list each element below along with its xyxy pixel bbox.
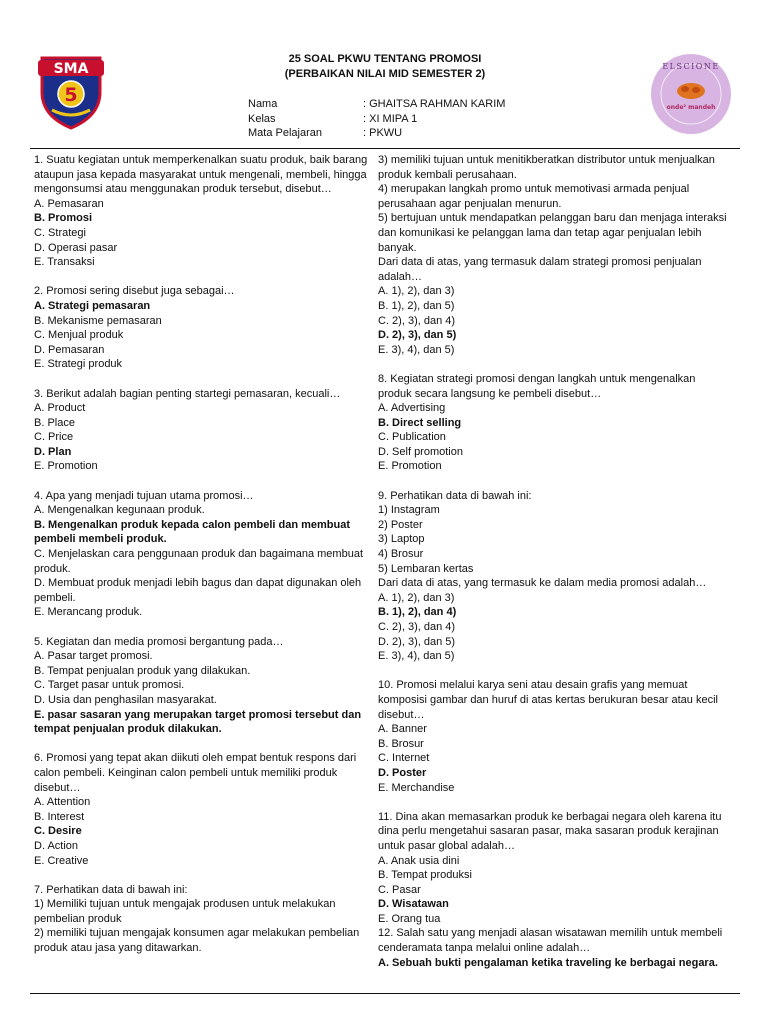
answer-option: C. Menjual produk bbox=[34, 329, 124, 342]
answer-option: A. Banner bbox=[378, 723, 427, 736]
answer-option: E. Merchandise bbox=[378, 781, 455, 794]
answer-option: E. Orang tua bbox=[378, 912, 441, 925]
answer-option: C. Price bbox=[34, 431, 74, 444]
question-stem: 7. Perhatikan data di bawah ini: bbox=[34, 883, 188, 896]
answer-option: A. Advertising bbox=[378, 402, 446, 415]
answer-option-correct: B. Mengenalkan produk kepada calon pembeli dan membuat pembeli membeli produk. bbox=[34, 518, 351, 546]
info-label: Nama bbox=[248, 98, 278, 110]
school-logo-text: SMA bbox=[53, 61, 89, 77]
answer-option-correct: D. Wisatawan bbox=[378, 898, 449, 911]
answer-option-correct: D. Poster bbox=[378, 766, 427, 779]
answer-option: E. 3), 4), dan 5) bbox=[378, 343, 455, 356]
answer-option: A. Mengenalkan kegunaan produk. bbox=[34, 504, 205, 517]
brand-logo-name: ELSCIONE bbox=[662, 62, 720, 71]
brand-logo bbox=[650, 53, 732, 135]
question-block bbox=[34, 153, 369, 270]
question-data-item: 1) Memiliki tujuan untuk mengajak produsen untuk melakukan pembelian produk bbox=[34, 898, 336, 925]
answer-option: B. 1), 2), dan 5) bbox=[378, 299, 455, 312]
question-stem: 4. Apa yang menjadi tujuan utama promosi… bbox=[34, 489, 254, 502]
question-stem: 6. Promosi yang tepat akan diikuti oleh empat bentuk respons dari calon pembeli. Keinginan calon pembeli untuk memiliki produk disebut… bbox=[34, 752, 357, 794]
answer-option-correct: D. Plan bbox=[34, 445, 72, 458]
answer-option: D. Operasi pasar bbox=[34, 241, 118, 254]
question-block bbox=[34, 751, 369, 868]
info-value: : PKWU bbox=[363, 127, 403, 139]
question-data-item: Dari data di atas, yang termasuk dalam strategi promosi penjualan adalah… bbox=[378, 256, 702, 283]
footer-divider bbox=[30, 993, 740, 994]
question-stem: 2. Promosi sering disebut juga sebagai… bbox=[34, 285, 235, 298]
question-block bbox=[378, 810, 730, 927]
question-block bbox=[378, 926, 730, 970]
answer-option: D. Pemasaran bbox=[34, 343, 105, 356]
school-logo bbox=[36, 52, 106, 130]
question-block bbox=[34, 635, 369, 737]
question-data-item: 3) memiliki tujuan untuk menitikberatkan distributor untuk menjualkan produk kembali perusahaan. bbox=[378, 154, 715, 181]
answer-option: E. Promotion bbox=[378, 460, 442, 473]
question-data-item: 5) bertujuan untuk mendapatkan pelanggan baru dan menjaga interaksi dan komunikasi ke pelanggan lama dan tetap agar penjualan lebih banyak. bbox=[378, 212, 727, 254]
question-data-item: 3) Laptop bbox=[378, 533, 425, 546]
answer-option: A. Product bbox=[34, 402, 86, 415]
header-divider bbox=[30, 148, 740, 149]
question-block bbox=[378, 153, 730, 357]
question-stem: 5. Kegiatan dan media promosi bergantung pada… bbox=[34, 635, 284, 648]
question-stem: 3. Berikut adalah bagian penting startegi pemasaran, kecuali… bbox=[34, 387, 341, 400]
question-stem: 11. Dina akan memasarkan produk ke berbagai negara oleh karena itu dina perlu mengetahui sasaran pasar, maka sasaran produk kerajinan untuk pasar global adalah… bbox=[378, 810, 722, 852]
answer-option: E. 3), 4), dan 5) bbox=[378, 650, 455, 663]
answer-option: C. Strategi bbox=[34, 226, 86, 239]
answer-option-correct: E. pasar sasaran yang merupakan target promosi tersebut dan tempat penjualan produk dilakukan. bbox=[34, 708, 362, 736]
answer-option: E. Merancang produk. bbox=[34, 606, 143, 619]
question-stem: 10. Promosi melalui karya seni atau desain grafis yang memuat komposisi gambar dan huruf di atas kertas berukuran besar atau kecil disebut… bbox=[378, 679, 718, 721]
school-logo-number: 5 bbox=[64, 84, 78, 106]
answer-option: C. 2), 3), dan 4) bbox=[378, 621, 456, 633]
answer-option-correct: A. Strategi pemasaran bbox=[34, 299, 151, 312]
question-stem: 9. Perhatikan data di bawah ini: bbox=[378, 489, 532, 502]
document-title: 25 SOAL PKWU TENTANG PROMOSI bbox=[288, 53, 482, 65]
answer-option-correct: B. Direct selling bbox=[378, 416, 462, 429]
answer-option: D. Action bbox=[34, 839, 79, 852]
question-data-item: 4) merupakan langkah promo untuk memotivasi armada penjual perusahaan agar penjualan menurun. bbox=[378, 183, 690, 210]
question-data-item: 2) memiliki tujuan mengajak konsumen agar melakukan pembelian produk atau jasa yang ditawarkan. bbox=[34, 927, 360, 955]
answer-option: C. Pasar bbox=[378, 883, 421, 896]
answer-option: E. Strategi produk bbox=[34, 358, 123, 371]
answer-option: E. Transaksi bbox=[34, 256, 95, 269]
answer-option: A. Pasar target promosi. bbox=[34, 650, 153, 663]
answer-option: B. Mekanisme pemasaran bbox=[34, 314, 162, 327]
answer-option: D. Self promotion bbox=[378, 445, 463, 458]
answer-option: B. Tempat produksi bbox=[378, 869, 472, 882]
answer-option: A. 1), 2), dan 3) bbox=[378, 591, 455, 604]
question-block bbox=[378, 372, 730, 474]
answer-option: C. Internet bbox=[378, 752, 430, 765]
info-row-subject bbox=[248, 126, 505, 141]
question-block bbox=[34, 883, 369, 956]
answer-option-correct: B. Promosi bbox=[34, 212, 93, 225]
answer-option: D. Membuat produk menjadi lebih bagus dan dapat digunakan oleh pembeli. bbox=[34, 577, 362, 604]
answer-option: D. Usia dan penghasilan masyarakat. bbox=[34, 693, 217, 706]
info-value: : XI MIPA 1 bbox=[363, 112, 418, 125]
question-block bbox=[378, 489, 730, 664]
info-label: Kelas bbox=[248, 112, 276, 125]
brand-logo-tagline: onde² mandeh bbox=[666, 104, 716, 111]
info-label: Mata Pelajaran bbox=[248, 127, 322, 139]
answer-option: B. Brosur bbox=[378, 737, 424, 750]
info-row-name bbox=[248, 97, 505, 112]
answer-option: B. Interest bbox=[34, 810, 85, 823]
answer-option: C. Menjelaskan cara penggunaan produk dan bagaimana membuat produk. bbox=[34, 548, 363, 575]
right-column bbox=[378, 153, 730, 985]
answer-option: C. Publication bbox=[378, 431, 446, 444]
left-column bbox=[34, 153, 369, 970]
question-block bbox=[34, 284, 369, 372]
answer-option: B. Tempat penjualan produk yang dilakukan. bbox=[34, 664, 251, 677]
answer-option: D. 2), 3), dan 5) bbox=[378, 635, 456, 648]
question-data-item: 5) Lembaran kertas bbox=[378, 562, 474, 575]
info-value: : GHAITSA RAHMAN KARIM bbox=[363, 98, 506, 110]
question-data-item: 2) Poster bbox=[378, 518, 423, 531]
answer-option-correct: C. Desire bbox=[34, 825, 82, 838]
question-block bbox=[34, 489, 369, 620]
question-block bbox=[34, 387, 369, 475]
document-subtitle: (PERBAIKAN NILAI MID SEMESTER 2) bbox=[284, 68, 486, 80]
question-stem: 8. Kegiatan strategi promosi dengan langkah untuk mengenalkan produk secara langsung ke pembeli disebut… bbox=[378, 372, 696, 400]
answer-option-correct: A. Sebuah bukti pengalaman ketika traveling ke berbagai negara. bbox=[378, 956, 718, 969]
answer-option-correct: B. 1), 2), dan 4) bbox=[378, 606, 457, 619]
student-info bbox=[248, 97, 505, 141]
question-data-item: 4) Brosur bbox=[378, 548, 424, 561]
answer-option: C. 2), 3), dan 4) bbox=[378, 314, 456, 327]
answer-option: C. Target pasar untuk promosi. bbox=[34, 679, 185, 692]
question-stem: 12. Salah satu yang menjadi alasan wisatawan memilih untuk membeli cenderamata tanpa melalui online adalah… bbox=[378, 927, 723, 955]
answer-option: A. Attention bbox=[34, 796, 91, 809]
answer-option: E. Promotion bbox=[34, 460, 98, 473]
answer-option: A. Anak usia dini bbox=[378, 854, 460, 867]
question-block bbox=[378, 678, 730, 795]
answer-option: A. 1), 2), dan 3) bbox=[378, 285, 455, 298]
question-data-item: Dari data di atas, yang termasuk ke dalam media promosi adalah… bbox=[378, 577, 707, 590]
answer-option: A. Pemasaran bbox=[34, 197, 104, 210]
answer-option: E. Creative bbox=[34, 854, 89, 867]
question-data-item: 1) Instagram bbox=[378, 504, 440, 517]
question-stem: 1. Suatu kegiatan untuk memperkenalkan suatu produk, baik barang ataupun jasa kepada masyarakat untuk mengenali, membeli, hingga mengonsumsi atau menggunakan produk tersebut, disebut… bbox=[34, 154, 368, 196]
answer-option-correct: D. 2), 3), dan 5) bbox=[378, 329, 457, 342]
info-row-class bbox=[248, 112, 505, 127]
answer-option: B. Place bbox=[34, 416, 75, 429]
